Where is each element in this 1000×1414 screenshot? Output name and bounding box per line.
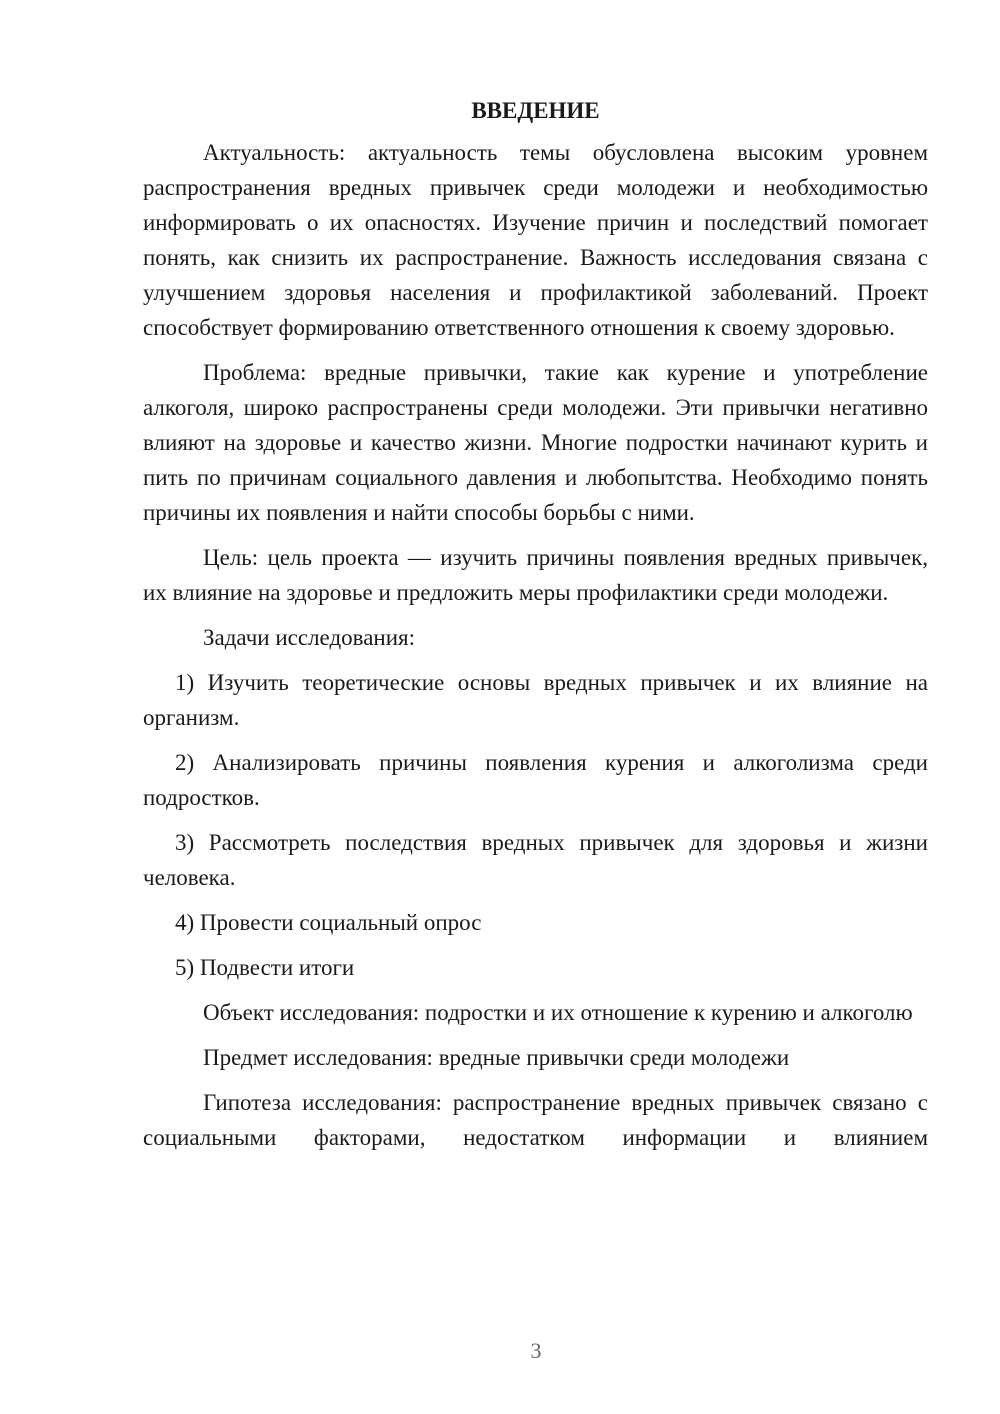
problem-paragraph: Проблема: вредные привычки, такие как курение и употребление алкоголя, широко распространены среди молодежи. Эти привычки негативно влияют на здоровье и качество жизни. Многие подростки начинают курить и пить по причинам социального давления и любопытства. Необходимо понять причины их появления и найти способы борьбы с ними. [143, 360, 928, 525]
object-paragraph: Объект исследования: подростки и их отношение к курению и алкоголю [203, 1000, 913, 1025]
task-item-5: 5) Подвести итоги [175, 955, 355, 980]
task-item-4: 4) Провести социальный опрос [175, 910, 482, 935]
tasks-heading: Задачи исследования: [203, 625, 416, 650]
page-content [143, 93, 928, 1165]
page-title: ВВЕДЕНИЕ [471, 98, 600, 123]
task-item-2: 2) Анализировать причины появления курения и алкоголизма среди подростков. [143, 750, 928, 810]
subject-paragraph: Предмет исследования: вредные привычки среди молодежи [203, 1045, 790, 1070]
task-item-1: 1) Изучить теоретические основы вредных привычек и их влияние на организм. [143, 670, 928, 730]
task-item-3: 3) Рассмотреть последствия вредных привычек для здоровья и жизни человека. [143, 830, 928, 890]
page-number: 3 [530, 1338, 542, 1363]
goal-paragraph: Цель: цель проекта — изучить причины появления вредных привычек, их влияние на здоровье и предложить меры профилактики среди молодежи. [143, 545, 928, 605]
relevance-paragraph: Актуальность: актуальность темы обусловлена высоким уровнем распространения вредных привычек среди молодежи и необходимостью информировать о их опасностях. Изучение причин и последствий помогает понять, как снизить их распространение. Важность исследования связана с улучшением здоровья населения и профилактикой заболеваний. Проект способствует формированию ответственного отношения к своему здоровью. [143, 140, 928, 340]
hypothesis-paragraph: Гипотеза исследования: распространение вредных привычек связано с социальными факторами, недостатком информации и влиянием [143, 1090, 928, 1150]
